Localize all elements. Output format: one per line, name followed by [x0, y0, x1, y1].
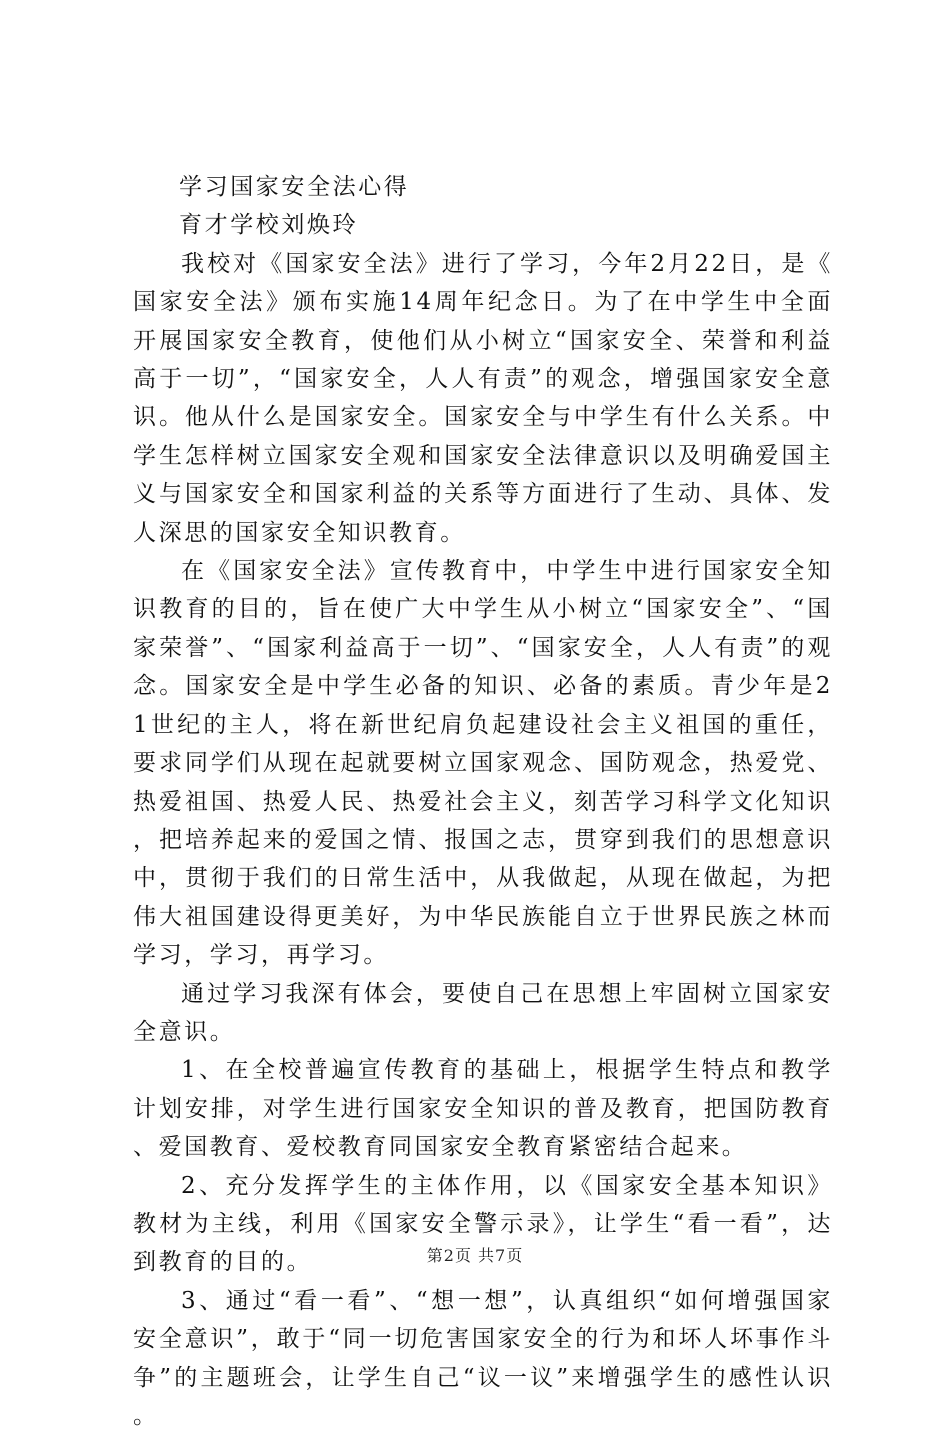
paragraph-reflection: 通过学习我深有体会，要使自己在思想上牢固树立国家安全意识。 — [133, 980, 833, 1045]
paragraph-purpose: 在《国家安全法》宣传教育中，中学生中进行国家安全知识教育的目的，旨在使广大中学生从小树立“国家安全”、“国家荣誉”、“国家利益高于一切”、“国家安全，人人有责”的观念。国家安全是中学生必备的知识、必备的素质。青少年是21世纪的主人，将在新世纪肩负起建设社会主义祖国的重任，要求同学们从现在起就要树立国家观念、国防观念，热爱党、热爱祖国、热爱人民、热爱社会主义，刻苦学习科学文化知识，把培养起来的爱国之情、报国之志，贯穿到我们的思想意识中，贯彻于我们的日常生活中，从我做起，从现在做起，为把伟大祖国建设得更美好，为中华民族能自立于世界民族之林而学习，学习，再学习。 — [133, 558, 833, 969]
list-item-2: 2、充分发挥学生的主体作用，以《国家安全基本知识》教材为主线，利用《国家安全警示录》，让学生“看一看”，达到教育的目的。 — [133, 1172, 833, 1276]
paragraph-intro: 我校对《国家安全法》进行了学习，今年2月22日，是《国家安全法》颁布实施14周年纪念日。为了在中学生中全面开展国家安全教育，使他们从小树立“国家安全、荣誉和利益高于一切”，“国家安全，人人有责”的观念，增强国家安全意识。他从什么是国家安全。国家安全与中学生有什么关系。中学生怎样树立国家安全观和国家安全法律意识以及明确爱国主义与国家安全和国家利益的关系等方面进行了生动、具体、发人深思的国家安全知识教育。 — [133, 250, 833, 546]
document-title: 学习国家安全法心得 — [179, 174, 410, 200]
list-item-3: 3、通过“看一看”、“想一想”，认真组织“如何增强国家安全意识”，敢于“同一切危害国家安全的行为和坏人坏事作斗争”的主题班会，让学生自己“议一议”来增强学生的感性认识。 — [133, 1287, 833, 1429]
page-number-footer: 第2页 共7页 — [426, 1246, 524, 1265]
list-item-1: 1、在全校普遍宣传教育的基础上，根据学生特点和教学计划安排，对学生进行国家安全知识的普及教育，把国防教育、爱国教育、爱校教育同国家安全教育紧密结合起来。 — [133, 1057, 833, 1161]
document-author: 育才学校刘焕玲 — [179, 212, 359, 239]
